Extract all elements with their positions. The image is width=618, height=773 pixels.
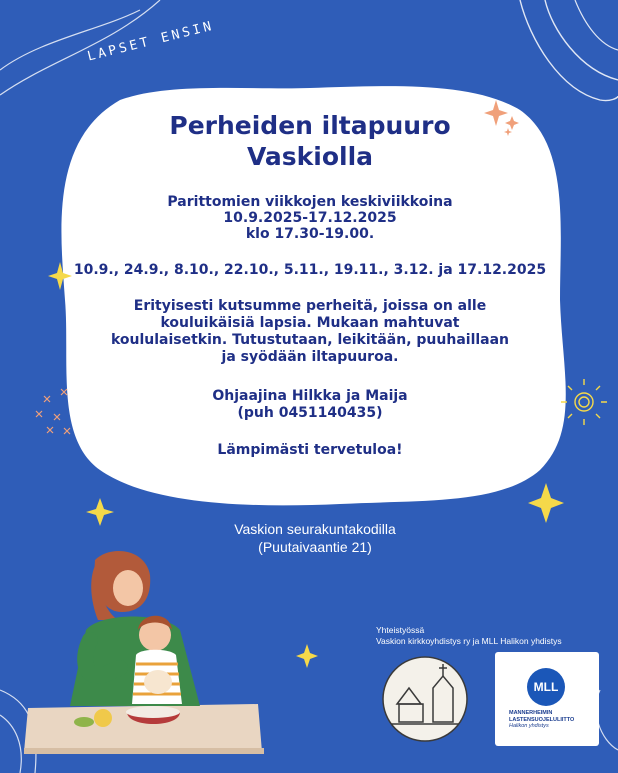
leaders [70,388,550,422]
mll-name-line: LASTENSUOJELULIITTO [509,716,575,723]
invite-paragraph [70,298,550,366]
invite-line: ja syödään iltapuuroa. [221,349,399,365]
mll-name-line: MANNERHEIMIN [509,710,553,716]
mll-logo [495,652,599,746]
location [180,520,450,556]
welcome-text: Lämpimästi tervetuloa! [217,442,403,458]
poster-title [70,110,550,172]
title-line: Vaskiolla [246,142,374,171]
mll-logo-mark: MLL [527,668,565,706]
parish-logo [377,652,473,746]
schedule-line: Parittomien viikkojen keskiviikkoina [167,194,453,210]
leaders-line: Ohjaajina Hilkka ja Maija [212,388,408,404]
mll-branch: Halikon yhdistys [509,723,549,729]
invite-line: Erityisesti kutsumme perheitä, joissa on alle [133,298,487,314]
collab-line: Vaskion kirkkoyhdistys ry ja MLL Halikon yhdistys [376,636,562,646]
title-line: Perheiden iltapuuro [169,111,451,140]
collab-line: Yhteistyössä [376,625,425,635]
location-address: (Puutaivaantie 21) [258,539,372,555]
schedule-line: 10.9.2025-17.12.2025 [223,210,397,226]
event-dates: 10.9., 24.9., 8.10., 22.10., 5.11., 19.11., 3.12. ja 17.12.2025 [73,262,547,278]
phone-number: (puh 0451140435) [237,405,383,421]
schedule [70,194,550,242]
cooking-illustration [24,551,264,754]
invite-line: koululaisetkin. Tutustutaan, leikitään, puuhaillaan [110,332,510,348]
schedule-line: klo 17.30-19.00. [245,226,375,242]
brand-wordmark: LAPSET ENSIN [86,18,216,65]
collaboration-note [376,625,562,647]
mll-logo-text [509,710,595,730]
location-line: Vaskion seurakuntakodilla [234,521,396,537]
invite-line: kouluikäisiä lapsia. Mukaan mahtuvat [160,315,460,331]
invitation-text [70,110,550,459]
